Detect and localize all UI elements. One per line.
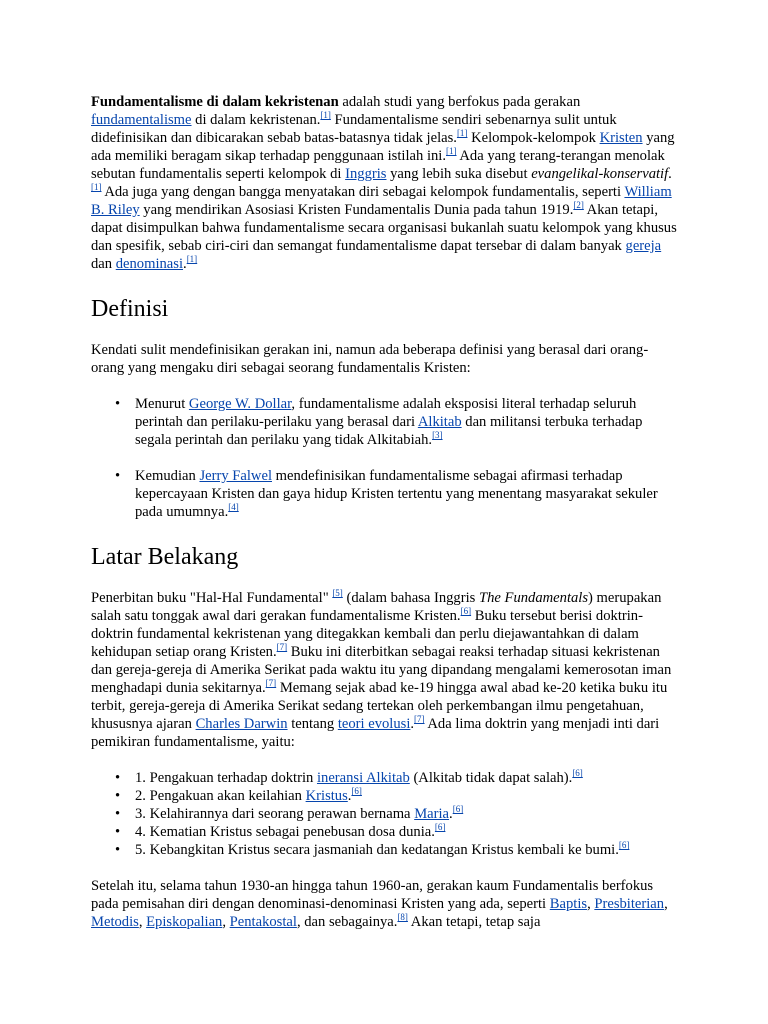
text-span: , xyxy=(664,896,668,912)
ref-2[interactable]: [2] xyxy=(573,200,584,210)
ref-7[interactable]: [7] xyxy=(265,678,277,688)
ref-4[interactable]: [4] xyxy=(228,502,239,512)
list-item xyxy=(115,769,681,787)
latar-paragraph-2 xyxy=(91,877,681,931)
ref-1[interactable]: [1] xyxy=(91,182,102,192)
text-span: adalah studi yang berfokus pada gerakan xyxy=(338,94,581,110)
text-span: dan xyxy=(91,256,116,272)
ref-6[interactable]: [6] xyxy=(434,822,446,832)
link-presbiterian[interactable]: Presbiterian xyxy=(594,896,665,912)
bullet: • xyxy=(115,770,121,786)
text-span: tentang xyxy=(287,716,338,732)
text-span: 4. Kematian Kristus sebagai penebusan dosa dunia. xyxy=(135,824,435,840)
intro-bold-title: Fundamentalisme di dalam kekristenan xyxy=(91,94,339,110)
definisi-paragraph: Kendati sulit mendefinisikan gerakan ini, namun ada beberapa definisi yang berasal dari orang-orang yang mengaku diri sebagai seorang fundamentalis Kristen: xyxy=(91,342,649,376)
link-kristus[interactable]: Kristus xyxy=(305,788,348,804)
text-span: Kelompok-kelompok xyxy=(467,130,600,146)
text-span: mendefinisikan fundamentalisme sebagai afirmasi terhadap kepercayaan Kristen dan gaya hidup Kristen tertentu yang menentang masyarakat sekuler pada umumnya. xyxy=(135,468,658,520)
link-george-dollar[interactable]: George W. Dollar xyxy=(188,396,292,412)
text-span: Akan tetapi, tetap saja xyxy=(407,914,541,930)
text-span: yang lebih suka disebut xyxy=(386,166,532,182)
text-span: (dalam bahasa Inggris xyxy=(342,590,479,606)
text-span: Ada juga yang dengan bangga menyatakan diri sebagai kelompok fundamentalis, seperti xyxy=(101,184,625,200)
definition-list xyxy=(115,395,681,521)
bullet: • xyxy=(115,842,121,858)
text-span: . xyxy=(449,806,453,822)
ref-6[interactable]: [6] xyxy=(460,606,472,616)
text-span: 5. Kebangkitan Kristus secara jasmaniah dan kedatangan Kristus kembali ke bumi. xyxy=(135,842,619,858)
text-span: . xyxy=(410,716,415,732)
text-span: Akan tetapi, dapat disimpulkan bahwa fundamentalisme secara organisasi bukanlah suatu kelompok yang khusus dan spesifik, sebab ciri-ciri dan semangat fundamentalisme dapat tersebar di dalam banyak xyxy=(91,202,677,254)
link-alkitab[interactable]: Alkitab xyxy=(417,414,462,430)
ref-1[interactable]: [1] xyxy=(320,110,331,120)
list-item xyxy=(115,787,681,805)
ref-5[interactable]: [5] xyxy=(332,588,343,598)
list-item xyxy=(115,395,681,449)
text-span: dan militansi terbuka terhadap segala perintah dan perilaku yang tidak Alkitabiah. xyxy=(135,414,643,448)
heading-definisi: Definisi xyxy=(91,296,169,322)
list-item xyxy=(115,841,681,859)
link-ineransi-alkitab[interactable]: ineransi Alkitab xyxy=(316,770,410,786)
article-content xyxy=(91,93,681,931)
doctrine-list xyxy=(115,769,681,859)
ref-7[interactable]: [7] xyxy=(276,642,288,652)
ref-7[interactable]: [7] xyxy=(414,714,425,724)
ref-1[interactable]: [1] xyxy=(186,254,198,264)
link-kristen[interactable]: Kristen xyxy=(599,130,643,146)
link-teori-evolusi[interactable]: teori evolusi xyxy=(337,716,411,732)
link-william-riley[interactable]: William B. Riley xyxy=(91,184,672,218)
link-metodis[interactable]: Metodis xyxy=(91,914,139,930)
text-span: yang mendirikan Asosiasi Kristen Fundamentalis Dunia pada tahun 1919. xyxy=(139,202,574,218)
intro-paragraph xyxy=(91,93,681,273)
text-span: Penerbitan buku "Hal-Hal Fundamental" xyxy=(91,590,333,606)
text-span: Menurut xyxy=(135,396,189,412)
text-span: , dan sebagainya. xyxy=(296,914,398,930)
bullet: • xyxy=(115,396,121,412)
text-span: (Alkitab tidak dapat salah). xyxy=(409,770,573,786)
heading-latar-belakang: Latar Belakang xyxy=(91,544,239,570)
italic-evangelikal: evangelikal-konservatif xyxy=(531,166,669,182)
text-span: Buku ini diterbitkan sebagai reaksi terhadap situasi kekristenan dan gereja-gereja di Amerika Serikat pada waktu itu yang dipandang mengalami kemerosotan iman menghadapi dunia sekitarnya. xyxy=(91,644,672,696)
latar-paragraph xyxy=(91,589,681,751)
text-span: . xyxy=(668,166,672,182)
italic-the-fundamentals: The Fundamentals xyxy=(478,590,589,606)
text-span: yang ada memiliki beragam sikap terhadap penggunaan istilah ini. xyxy=(91,130,675,164)
text-span: . xyxy=(347,788,352,804)
link-baptis[interactable]: Baptis xyxy=(549,896,588,912)
link-pentakostal[interactable]: Pentakostal xyxy=(229,914,297,930)
ref-6[interactable]: [6] xyxy=(452,804,464,814)
ref-1[interactable]: [1] xyxy=(456,128,468,138)
link-gereja[interactable]: gereja xyxy=(625,238,662,254)
text-span: Memang sejak abad ke-19 hingga awal abad ke-20 ketika buku itu terbit, gereja-gereja di Amerika Serikat sedang tertekan oleh perkembangan ilmu pengetahuan, khususnya ajaran xyxy=(91,680,668,732)
text-span: , fundamentalisme adalah eksposisi literal terhadap seluruh perintah dan perilaku-perilaku yang berasal dari xyxy=(135,396,637,430)
text-span: 2. Pengakuan akan keilahian xyxy=(135,788,306,804)
ref-6[interactable]: [6] xyxy=(351,786,362,796)
ref-3[interactable]: [3] xyxy=(432,430,443,440)
text-span: Buku tersebut berisi doktrin-doktrin fundamental kekristenan yang ditegakkan kembali dan perlu diejawantahkan di dalam kehidupan setiap orang Kristen. xyxy=(91,608,643,660)
bullet: • xyxy=(115,788,121,804)
bullet: • xyxy=(115,468,121,484)
ref-1[interactable]: [1] xyxy=(446,146,457,156)
text-span: . xyxy=(183,256,187,272)
text-span: di dalam kekristenan. xyxy=(191,112,321,128)
link-episkopalian[interactable]: Episkopalian xyxy=(146,914,223,930)
text-span: , xyxy=(222,914,230,930)
list-item xyxy=(115,823,681,841)
link-inggris[interactable]: Inggris xyxy=(345,166,387,182)
link-maria[interactable]: Maria xyxy=(414,806,450,822)
link-denominasi[interactable]: denominasi xyxy=(115,256,184,272)
link-charles-darwin[interactable]: Charles Darwin xyxy=(195,716,288,732)
text-span: Kemudian xyxy=(135,468,200,484)
text-span: Ada yang terang-terangan menolak sebutan fundamentalis seperti kelompok di xyxy=(91,148,665,182)
link-jerry-falwel[interactable]: Jerry Falwel xyxy=(199,468,272,484)
ref-8[interactable]: [8] xyxy=(397,912,408,922)
text-span: Fundamentalisme sendiri sebenarnya sulit untuk didefinisikan dan dibicarakan sebab batas-batasnya tidak jelas. xyxy=(91,112,617,146)
text-span: , xyxy=(587,896,595,912)
list-item xyxy=(115,467,681,521)
text-span: , xyxy=(138,914,147,930)
text-span: ) merupakan salah satu tonggak awal dari gerakan fundamentalisme Kristen. xyxy=(91,590,662,624)
bullet: • xyxy=(115,806,121,822)
ref-6[interactable]: [6] xyxy=(572,768,583,778)
text-span: 1. Pengakuan terhadap doktrin xyxy=(135,770,317,786)
ref-6[interactable]: [6] xyxy=(618,840,630,850)
bullet: • xyxy=(115,824,121,840)
link-fundamentalisme[interactable]: fundamentalisme xyxy=(91,112,192,128)
text-span: 3. Kelahirannya dari seorang perawan bernama xyxy=(135,806,415,822)
text-span: Ada lima doktrin yang menjadi inti dari pemikiran fundamentalisme, yaitu: xyxy=(91,716,660,750)
text-span: Setelah itu, selama tahun 1930-an hingga tahun 1960-an, gerakan kaum Fundamentalis berfokus pada pemisahan diri dengan denominasi-denominasi Kristen yang ada, seperti xyxy=(91,878,654,912)
list-item xyxy=(115,805,681,823)
